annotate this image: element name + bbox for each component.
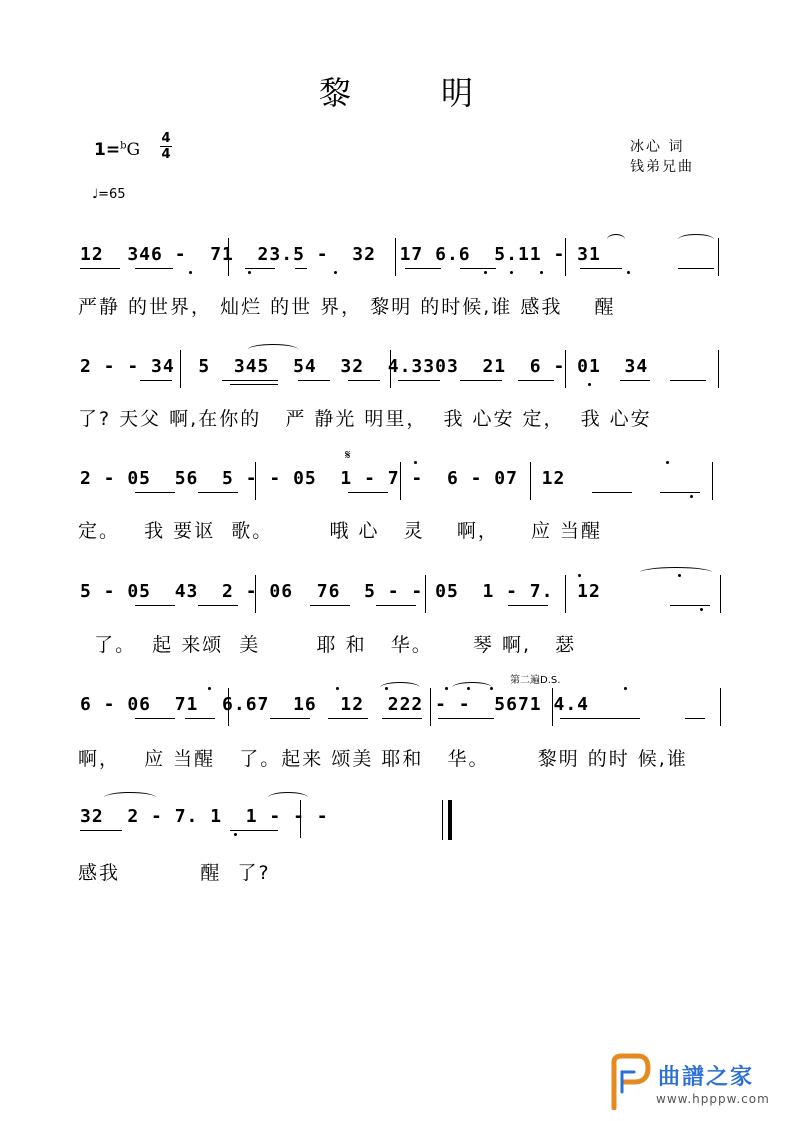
- time-bottom: 4: [161, 147, 171, 162]
- notes-line-5: 6 - 06 71 6.67 16 12 222 - - 5671 4.4: [80, 694, 589, 715]
- site-logo: [608, 1052, 788, 1112]
- notes-line-2: 2 - - 34 5 345 54 32 4.3303 21 6 - 01 34: [80, 356, 649, 377]
- lyrics-line-1: 严静 的世界， 灿烂 的世 界， 黎明 的时候,谁 感我 醒: [78, 296, 616, 318]
- key-letter: G: [126, 140, 141, 160]
- staff-line-3: [80, 448, 720, 502]
- tempo-value: =65: [98, 187, 126, 202]
- notes-line-6: 32 2 - 7. 1 1 - - -: [80, 806, 329, 827]
- flat-sign: b: [120, 140, 127, 152]
- staff-line-4: [80, 575, 720, 615]
- notes-line-4: 5 - 05 43 2 - 06 76 5 - - 05 1 - 7. 12: [80, 581, 601, 602]
- logo-mark-icon: [608, 1052, 652, 1110]
- lyrics-line-3: 定。 我 要讴 歌。 哦 心 灵 啊， 应 当醒: [78, 520, 603, 542]
- staff-line-2: [80, 350, 720, 390]
- tempo-marking: [92, 187, 126, 202]
- notes-line-3: 2 - 05 56 5 - - 05 1 - 7 - 6 - 07 12: [80, 468, 566, 489]
- logo-text: 曲譜之家: [658, 1065, 755, 1090]
- time-signature: [160, 132, 172, 161]
- quarter-note-icon: ♩: [92, 187, 99, 202]
- logo-url: www.hpppw.com: [656, 1092, 770, 1106]
- time-top: 4: [161, 131, 171, 146]
- staff-line-1: [80, 238, 720, 278]
- segno-icon: 𝄋: [345, 448, 351, 463]
- key-signature: [94, 140, 140, 160]
- lyrics-line-6: 感我 醒 了?: [78, 862, 271, 884]
- staff-line-5: [80, 675, 720, 728]
- composer-credit: 钱弟兄曲: [630, 159, 694, 175]
- staff-line-6: [80, 800, 720, 840]
- key-prefix: 1=: [94, 140, 121, 160]
- ds-marking: 第二遍D.S.: [510, 675, 561, 686]
- lyricist-credit: 冰心 词: [630, 139, 685, 155]
- page-title: 黎明: [318, 74, 563, 112]
- lyrics-line-5: 啊， 应 当醒 了。起来 颂美 耶和 华。 黎明 的时 候,谁: [78, 748, 688, 770]
- lyrics-line-4: 了。 起 来颂 美 耶 和 华。 琴 啊, 瑟: [78, 634, 577, 656]
- notes-line-1: 12 346 - 71 23.5 - 32 17 6.6 5.11 - 31: [80, 244, 601, 265]
- lyrics-line-2: 了? 天父 啊,在你的 严 静光 明里， 我 心安 定， 我 心安: [78, 408, 652, 430]
